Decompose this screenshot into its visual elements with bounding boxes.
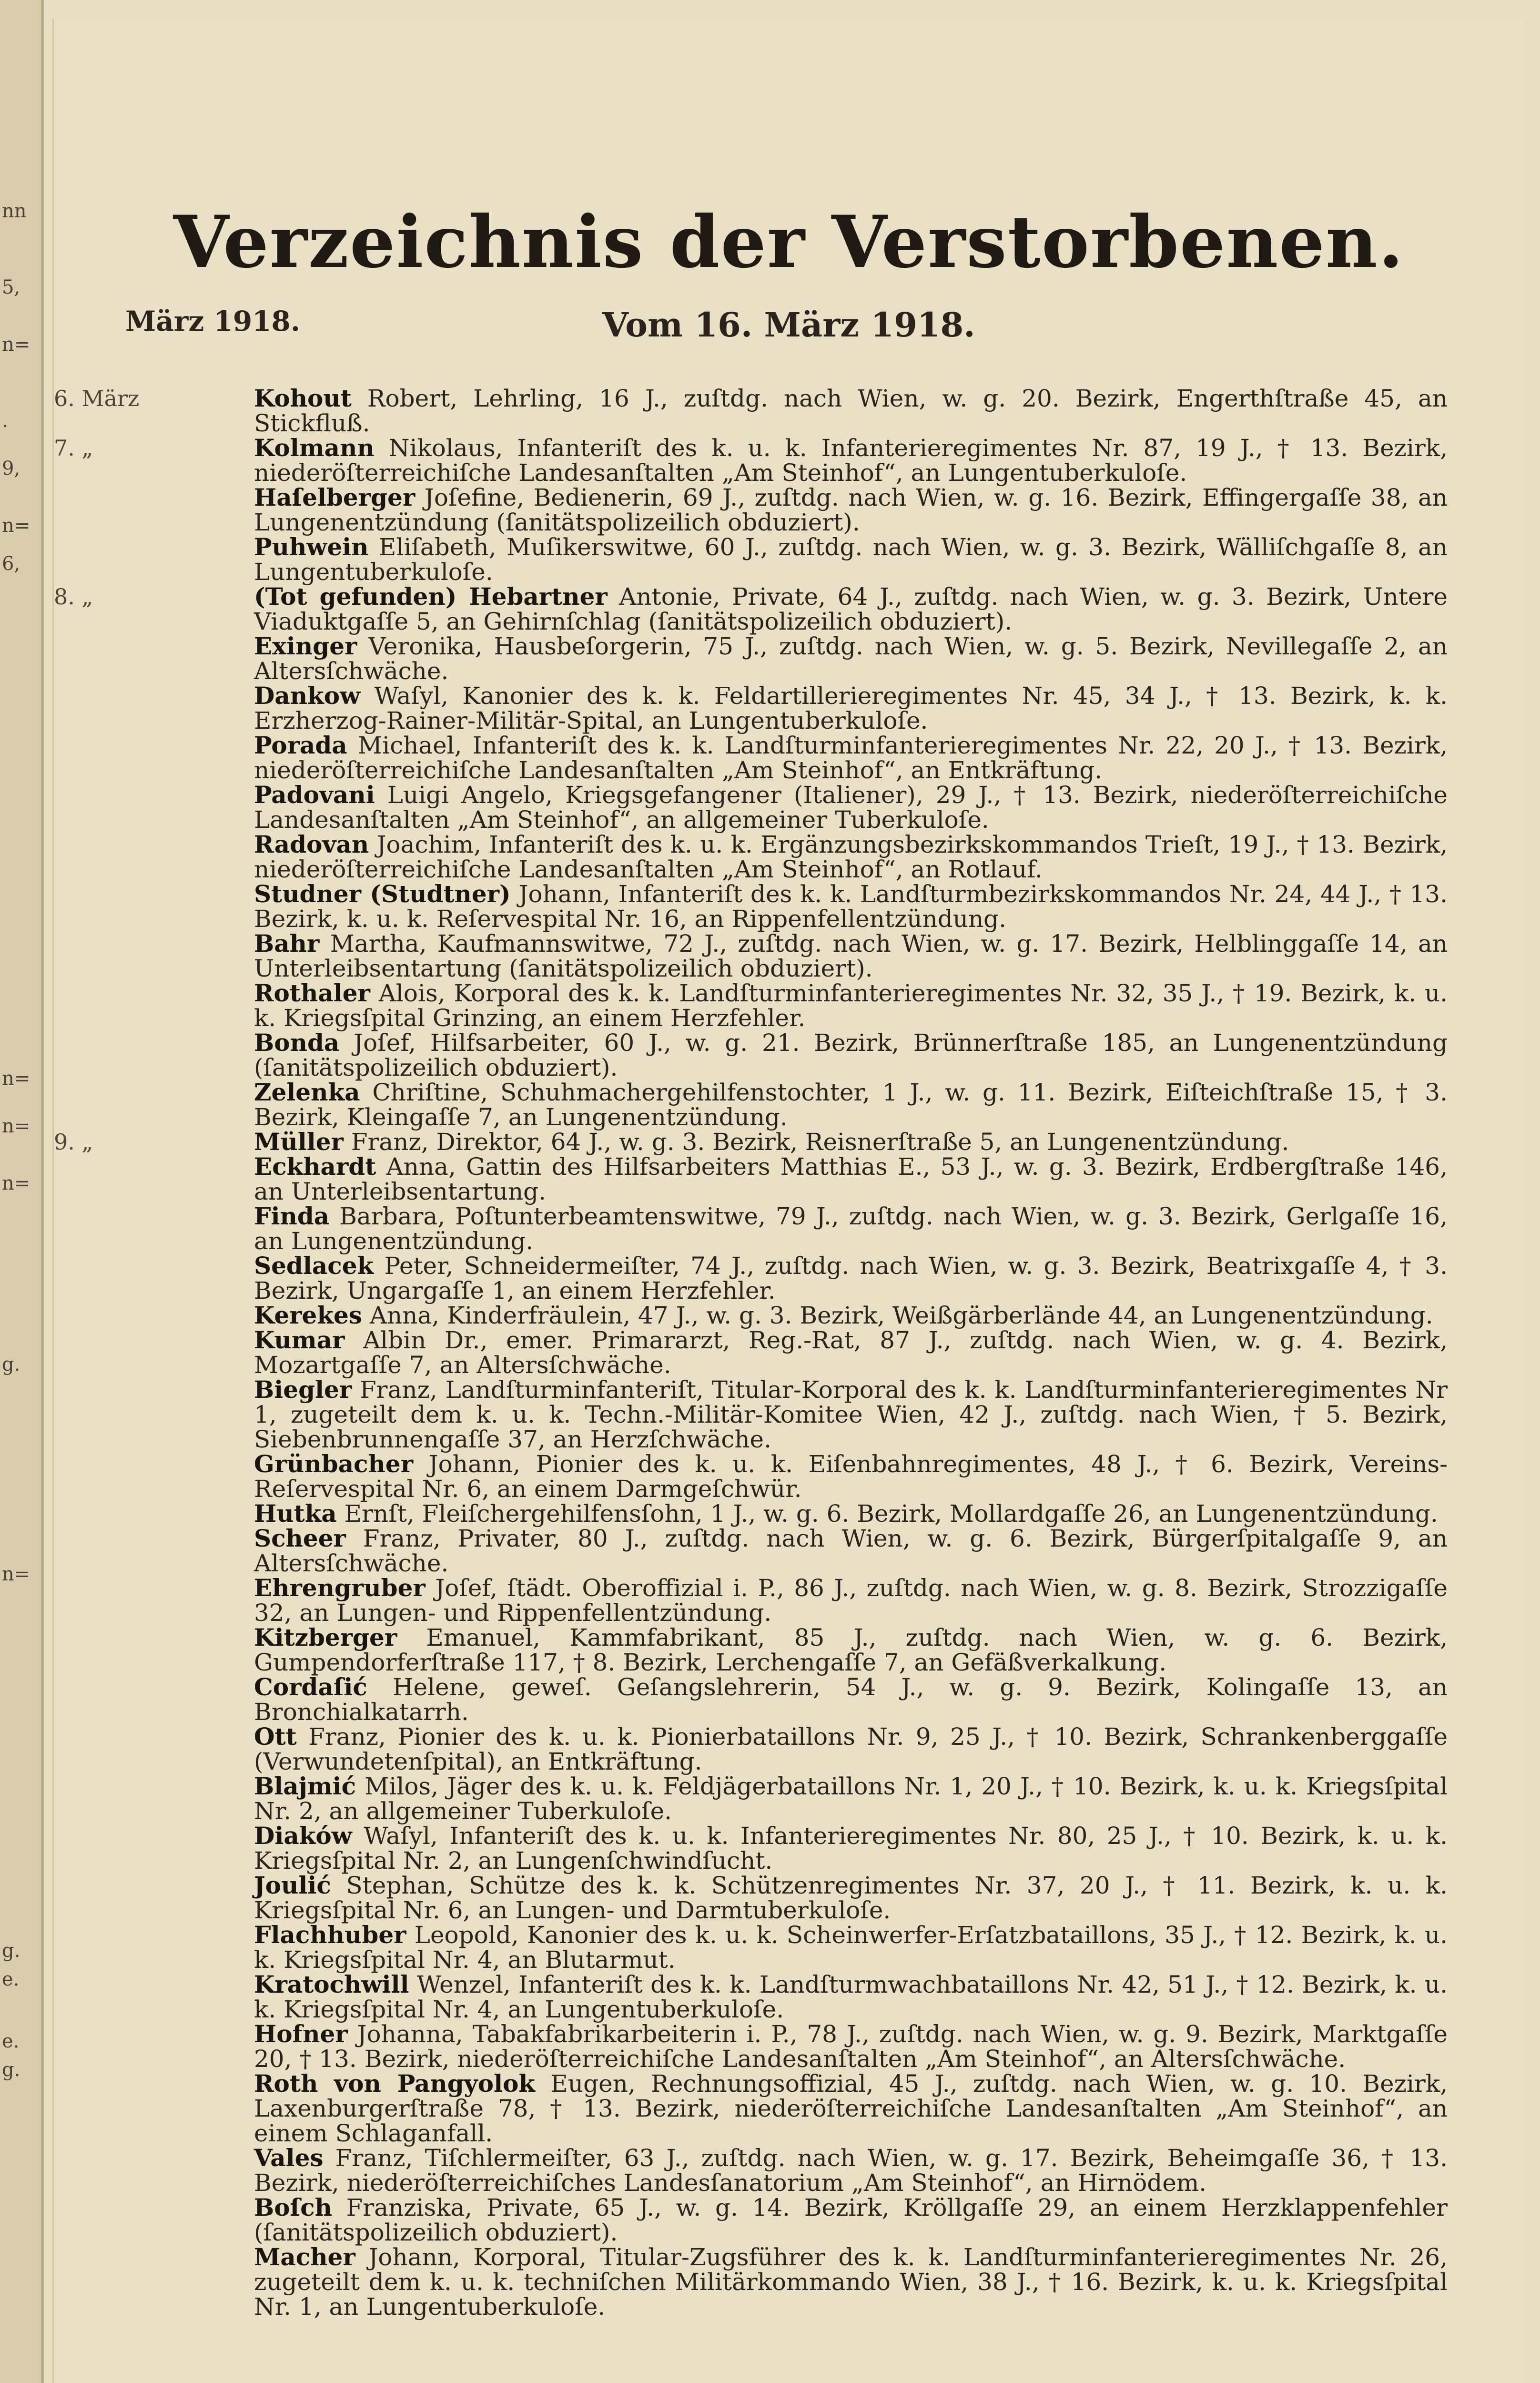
register-entry xyxy=(254,1923,1448,1972)
entry-details: Joſef, Hilfsarbeiter, 60 J., w. g. 21. Bezirk, Brünnerſtraße 185, an Lungenentzündung (ſanitätspolizeilich obduziert). xyxy=(254,1029,1448,1081)
register-entry xyxy=(254,1873,1448,1923)
entry-details: Eugen, Rechnungsoffizial, 45 J., zuſtdg. nach Wien, w. g. 10. Bezirk, Laxenburgerſtraße 78, † 13. Bezirk, niederöſterreichiſche Landesanſtalten „Am Steinhof“, an einem Schlaganfall. xyxy=(254,2070,1448,2147)
entry-details: Emanuel, Kammfabrikant, 85 J., zuſtdg. nach Wien, w. g. 6. Bezirk, Gumpendorferſtraße 117, † 8. Bezirk, Lerchengaſſe 7, an Gefäßverkalkung. xyxy=(254,1624,1448,1676)
entry-surname: Porada xyxy=(254,731,347,759)
entry-details: Franz, Direktor, 64 J., w. g. 3. Bezirk, Reisnerſtraße 5, an Lungenentzündung. xyxy=(351,1128,1289,1156)
entry-details: Chriſtine, Schuhmachergehilfenstochter, 1 J., w. g. 11. Bezirk, Eiſteichſtraße 15, † 3. Bezirk, Kleingaſſe 7, an Lungenentzündung. xyxy=(254,1079,1448,1131)
entry-surname: Bahr xyxy=(254,929,320,957)
entry-details: Anna, Gattin des Hilfsarbeiters Matthias E., 53 J., w. g. 3. Bezirk, Erdbergſtraße 146, an Unterleibsentartung. xyxy=(254,1153,1448,1205)
entry-details: Joachim, Infanteriſt des k. u. k. Ergänzungsbezirkskommandos Trieſt, 19 J., † 13. Bezirk, niederöſterreichiſche Landesanſtalten „Am Steinhof“, an Rotlauf. xyxy=(254,831,1448,883)
register-entry xyxy=(54,384,1448,437)
margin-fragment: 6, xyxy=(2,553,20,575)
register-entry xyxy=(54,582,1448,635)
entry-details: Nikolaus, Infanteriſt des k. u. k. Infanterieregimentes Nr. 87, 19 J., † 13. Bezirk, niederöſterreichiſche Landesanſtalten „Am Steinhof“, an Lungentuberkuloſe. xyxy=(254,434,1448,487)
margin-fragment: g. xyxy=(2,1940,20,1962)
entry-surname: Vales xyxy=(254,2144,324,2172)
entry-surname: Rothaler xyxy=(254,979,370,1007)
register-entry xyxy=(254,2071,1448,2146)
margin-fragment: g. xyxy=(2,1354,20,1375)
entry-surname: Dankow xyxy=(254,682,361,710)
entry-details: Luigi Angelo, Kriegsgefangener (Italiener), 29 J., † 13. Bezirk, niederöſterreichiſche Landesanſtalten „Am Steinhof“, an allgemeiner Tuberkuloſe. xyxy=(254,781,1448,834)
register-entry xyxy=(254,832,1448,882)
register-entry xyxy=(254,931,1448,981)
entry-details: Peter, Schneidermeiſter, 74 J., zuſtdg. nach Wien, w. g. 3. Bezirk, Beatrixgaſſe 4, † 3. Bezirk, Ungargaſſe 1, an einem Herzfehler. xyxy=(254,1252,1448,1304)
entry-surname: Kerekes xyxy=(254,1301,362,1329)
register-entry xyxy=(254,1972,1448,2022)
register-entry xyxy=(254,733,1448,783)
entry-details: Ernſt, Fleiſchergehilfensſohn, 1 J., w. g. 6. Bezirk, Mollardgaſſe 26, an Lungenentzündung. xyxy=(344,1500,1438,1528)
entry-details: Barbara, Poſtunterbeamtenswitwe, 79 J., zuſtdg. nach Wien, w. g. 3. Bezirk, Gerlgaſſe 16, an Lungenentzündung. xyxy=(254,1202,1448,1255)
entry-surname: Roth von Pangyolok xyxy=(254,2069,536,2098)
register-entry xyxy=(254,1675,1448,1724)
margin-fragment: e. xyxy=(2,2030,20,2052)
entry-surname: Joulić xyxy=(254,1871,331,1899)
entry-surname: Haſelberger xyxy=(254,483,415,511)
entry-surname: Grünbacher xyxy=(254,1450,414,1478)
register-entry xyxy=(254,634,1448,683)
register-entry xyxy=(254,485,1448,535)
entry-details: Joſef, ſtädt. Oberoffizial i. P., 86 J., zuſtdg. nach Wien, w. g. 8. Bezirk, Strozzigaſſe 32, an Lungen- und Rippenfellentzündung. xyxy=(254,1574,1448,1627)
register-entry xyxy=(254,2022,1448,2071)
left-page-margin xyxy=(0,0,44,2383)
entry-surname: Eckhardt xyxy=(254,1152,376,1181)
entry-details: Franz, Tiſchlermeiſter, 63 J., zuſtdg. nach Wien, w. g. 17. Bezirk, Beheimgaſſe 36, † 13. Bezirk, niederöſterreichiſches Landesſanatorium „Am Steinhof“, an Hirnödem. xyxy=(254,2144,1448,2197)
margin-fragment: 5, xyxy=(2,276,20,298)
margin-fragment: n= xyxy=(2,334,30,356)
entry-details: Joſefine, Bedienerin, 69 J., zuſtdg. nach Wien, w. g. 16. Bezirk, Effingergaſſe 38, an Lungenentzündung (ſanitätspolizeilich obduziert). xyxy=(254,484,1448,536)
register-entry xyxy=(254,1080,1448,1130)
entry-details: Franz, Privater, 80 J., zuſtdg. nach Wien, w. g. 6. Bezirk, Bürgerſpitalgaſſe 9, an Altersſchwäche. xyxy=(254,1525,1448,1577)
entry-surname: Blajmić xyxy=(254,1772,356,1800)
entry-surname: (Tot gefunden) Hebartner xyxy=(254,582,608,611)
margin-fragment: 9, xyxy=(2,458,20,479)
register-entry xyxy=(254,1823,1448,1873)
entry-details: Johann, Korporal, Titular-Zugsführer des k. k. Landſturminfanterieregimentes Nr. 26, zugeteilt dem k. u. k. techniſchen Militärkommando Wien, 38 J., † 16. Bezirk, k. u. k. Kriegsſpital Nr. 1, an Lungentuberkuloſe. xyxy=(254,2243,1448,2321)
entry-date: 6. März xyxy=(54,386,140,411)
entry-details: Franz, Pionier des k. u. k. Pionierbataillons Nr. 9, 25 J., † 10. Bezirk, Schrankenberggaſſe (Verwundetenſpital), an Entkräftung. xyxy=(254,1723,1448,1775)
entry-details: Johann, Pionier des k. u. k. Eiſenbahnregimentes, 48 J., † 6. Bezirk, Vereins-Reſervespital Nr. 6, an einem Darmgeſchwür. xyxy=(254,1450,1448,1503)
register-entry xyxy=(254,783,1448,832)
entry-surname: Kratochwill xyxy=(254,1970,409,1998)
register-entry xyxy=(54,1128,1448,1156)
entry-surname: Sedlacek xyxy=(254,1252,374,1280)
margin-fragment: nn xyxy=(2,200,27,222)
entry-surname: Studner (Studtner) xyxy=(254,880,511,908)
entry-surname: Bonda xyxy=(254,1029,340,1057)
entry-surname: Hutka xyxy=(254,1499,337,1528)
entry-surname: Ehrengruber xyxy=(254,1574,426,1602)
margin-fragment: n= xyxy=(2,1172,30,1194)
register-entry xyxy=(254,1452,1448,1501)
register-entry xyxy=(54,434,1448,487)
entry-surname: Hofner xyxy=(254,2020,348,2048)
entry-details: Alois, Korporal des k. k. Landſturminfanterieregimentes Nr. 32, 35 J., † 19. Bezirk, k. u. k. Kriegsſpital Grinzing, an einem Herzfehler. xyxy=(254,979,1448,1032)
register-entry xyxy=(254,1724,1448,1774)
entry-details: Franz, Landſturminfanteriſt, Titular-Korporal des k. k. Landſturminfanterieregimentes Nr 1, zugeteilt dem k. u. k. Techn.-Militär-Komitee Wien, 42 J., zuſtdg. nach Wien, † 5. Bezirk, Siebenbrunnengaſſe 37, an Herzſchwäche. xyxy=(254,1376,1448,1453)
margin-fragment: n= xyxy=(2,1563,30,1585)
entry-details: Michael, Infanteriſt des k. k. Landſturminfanterieregimentes Nr. 22, 20 J., † 13. Bezirk, niederöſterreichiſche Landesanſtalten „Am Steinhof“, an Entkräftung. xyxy=(254,732,1448,784)
register-entry xyxy=(254,1030,1448,1080)
entry-details: Anna, Kinderfräulein, 47 J., w. g. 3. Bezirk, Weißgärberlände 44, an Lungenentzündung. xyxy=(369,1302,1433,1329)
register-entry xyxy=(254,1526,1448,1576)
entry-date: 8. „ xyxy=(54,584,93,610)
margin-fragment: e. xyxy=(2,1968,20,1990)
margin-fragment: n= xyxy=(2,515,30,537)
entry-surname: Kolmann xyxy=(254,434,375,462)
register-entry xyxy=(254,1377,1448,1452)
entry-details: Waſyl, Infanteriſt des k. u. k. Infanterieregimentes Nr. 80, 25 J., † 10. Bezirk, k. u. k. Kriegsſpital Nr. 2, an Lungenſchwindſucht. xyxy=(254,1822,1448,1874)
register-entry xyxy=(254,981,1448,1030)
entry-surname: Padovani xyxy=(254,781,375,809)
entry-details: Robert, Lehrling, 16 J., zuſtdg. nach Wien, w. g. 20. Bezirk, Engerthſtraße 45, an Stickfluß. xyxy=(254,385,1448,437)
document-page xyxy=(52,19,1524,2383)
entry-details: Helene, geweſ. Geſangslehrerin, 54 J., w. g. 9. Bezirk, Kolingaſſe 13, an Bronchialkatarrh. xyxy=(254,1673,1448,1726)
register-entry xyxy=(254,1154,1448,1204)
entry-surname: Flachhuber xyxy=(254,1921,406,1949)
death-register-list xyxy=(54,386,1524,2319)
register-entry xyxy=(254,1204,1448,1253)
register-entry xyxy=(254,1625,1448,1675)
entry-surname: Müller xyxy=(254,1128,344,1156)
entry-surname: Radovan xyxy=(254,830,369,858)
entry-details: Veronika, Hausbeſorgerin, 75 J., zuſtdg. nach Wien, w. g. 5. Bezirk, Nevillegaſſe 2, an Altersſchwäche. xyxy=(254,632,1448,685)
entry-details: Antonie, Private, 64 J., zuſtdg. nach Wien, w. g. 3. Bezirk, Untere Viaduktgaſſe 5, an Gehirnſchlag (ſanitätspolizeilich obduziert). xyxy=(254,583,1448,635)
entry-surname: Finda xyxy=(254,1202,330,1230)
entry-surname: Puhwein xyxy=(254,533,369,561)
entry-details: Eliſabeth, Muſikerswitwe, 60 J., zuſtdg. nach Wien, w. g. 3. Bezirk, Wälliſchgaſſe 8, an Lungentuberkuloſe. xyxy=(254,533,1448,586)
entry-details: Franziska, Private, 65 J., w. g. 14. Bezirk, Kröllgaſſe 29, an einem Herzklappenfehler (ſanitätspolizeilich obduziert). xyxy=(254,2194,1448,2246)
register-entry xyxy=(254,1328,1448,1377)
register-entry xyxy=(254,535,1448,584)
page-title: Verzeichnis der Verstorbenen. xyxy=(173,200,1405,284)
entry-details: Martha, Kaufmannswitwe, 72 J., zuſtdg. nach Wien, w. g. 17. Bezirk, Helblinggaſſe 14, an Unterleibsentartung (ſanitätspolizeilich obduziert). xyxy=(254,930,1448,982)
margin-fragment: n= xyxy=(2,1068,30,1090)
entry-surname: Ott xyxy=(254,1722,297,1751)
entry-details: Wenzel, Infanteriſt des k. k. Landſturmwachbataillons Nr. 42, 51 J., † 12. Bezirk, k. u. k. Kriegsſpital Nr. 4, an Lungentuberkuloſe. xyxy=(254,1971,1448,2023)
register-entry xyxy=(254,1253,1448,1303)
register-entry xyxy=(254,683,1448,733)
margin-fragment: g. xyxy=(2,2059,20,2081)
entry-surname: Cordaſić xyxy=(254,1673,367,1701)
entry-surname: Kitzberger xyxy=(254,1623,397,1651)
register-entry xyxy=(254,2146,1448,2195)
register-entry xyxy=(254,1576,1448,1625)
entry-details: Waſyl, Kanonier des k. k. Feldartillerieregimentes Nr. 45, 34 J., † 13. Bezirk, k. k. Erzherzog-Rainer-Militär-Spital, an Lungentuberkuloſe. xyxy=(254,682,1448,734)
entry-details: Leopold, Kanonier des k. u. k. Scheinwerfer-Erſatzbataillons, 35 J., † 12. Bezirk, k. u. k. Kriegsſpital Nr. 4, an Blutarmut. xyxy=(254,1921,1448,1974)
entry-surname: Exinger xyxy=(254,632,357,660)
entry-surname: Scheer xyxy=(254,1524,346,1552)
entry-details: Albin Dr., emer. Primararzt, Reg.-Rat, 87 J., zuſtdg. nach Wien, w. g. 4. Bezirk, Mozartgaſſe 7, an Altersſchwäche. xyxy=(254,1326,1448,1379)
entry-surname: Zelenka xyxy=(254,1078,360,1106)
entry-details: Johann, Infanteriſt des k. k. Landſturmbezirkskommandos Nr. 24, 44 J., † 13. Bezirk, k. u. k. Reſervespital Nr. 16, an Rippenfellentzündung. xyxy=(254,880,1448,933)
entry-surname: Biegler xyxy=(254,1375,352,1404)
entry-surname: Kohout xyxy=(254,384,352,412)
entry-surname: Diaków xyxy=(254,1822,352,1850)
margin-fragment: . xyxy=(2,410,8,432)
section-date-heading: Vom 16. März 1918. xyxy=(602,305,975,345)
register-entry xyxy=(254,1303,1448,1328)
entry-surname: Kumar xyxy=(254,1326,345,1354)
margin-fragment: n= xyxy=(2,1115,30,1137)
entry-surname: Boſch xyxy=(254,2193,332,2221)
entry-details: Milos, Jäger des k. u. k. Feldjägerbataillons Nr. 1, 20 J., † 10. Bezirk, k. u. k. Kriegsſpital Nr. 2, an allgemeiner Tuberkuloſe. xyxy=(254,1772,1448,1825)
entry-surname: Macher xyxy=(254,2243,355,2271)
register-entry xyxy=(254,2195,1448,2245)
running-date: März 1918. xyxy=(125,305,301,337)
entry-details: Johanna, Tabakfabrikarbeiterin i. P., 78 J., zuſtdg. nach Wien, w. g. 9. Bezirk, Marktgaſſe 20, † 13. Bezirk, niederöſterreichiſche Landesanſtalten „Am Steinhof“, an Altersſchwäche. xyxy=(254,2020,1448,2073)
entry-date: 7. „ xyxy=(54,435,93,461)
register-entry xyxy=(254,1501,1448,1526)
register-entry xyxy=(254,882,1448,931)
entry-details: Stephan, Schütze des k. k. Schützenregimentes Nr. 37, 20 J., † 11. Bezirk, k. u. k. Kriegsſpital Nr. 6, an Lungen- und Darmtuberkuloſe. xyxy=(254,1872,1448,1924)
register-entry xyxy=(254,1774,1448,1823)
register-entry xyxy=(254,2245,1448,2319)
entry-date: 9. „ xyxy=(54,1129,93,1155)
